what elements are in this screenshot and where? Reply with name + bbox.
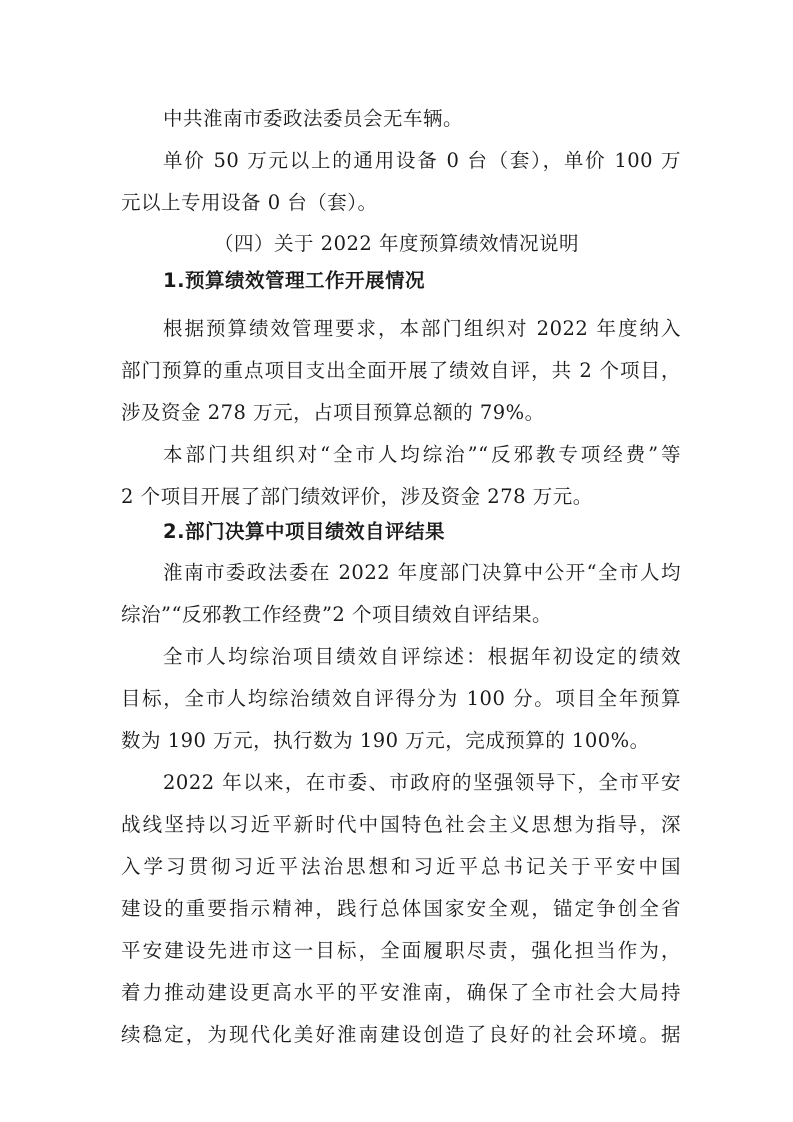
- section-heading: （四）关于 2022 年度预算绩效情况说明: [213, 232, 580, 255]
- paragraph-line: 淮南市委政法委在 2022 年度部门决算中公开“全市人均: [163, 561, 681, 584]
- paragraph-line: 建设的重要指示精神，践行总体国家安全观，锚定争创全省: [121, 897, 681, 920]
- paragraph-line: 数为 190 万元，执行数为 190 万元，完成预算的 100%。: [121, 729, 650, 752]
- paragraph-line: 着力推动建设更高水平的平安淮南，确保了全市社会大局持: [121, 981, 681, 1004]
- paragraph-line: 中共淮南市委政法委员会无车辆。: [163, 107, 464, 130]
- paragraph-line: 2022 年以来，在市委、市政府的坚强领导下，全市平安: [163, 771, 681, 794]
- paragraph-line: 2 个项目开展了部门绩效评价，涉及资金 278 万元。: [121, 485, 593, 508]
- paragraph-line: 入学习贯彻习近平法治思想和习近平总书记关于平安中国: [121, 855, 681, 878]
- subheading-1: 1.预算绩效管理工作开展情况: [163, 269, 425, 292]
- paragraph-line: 单价 50 万元以上的通用设备 0 台（套），单价 100 万: [163, 149, 681, 172]
- subheading-2: 2.部门决算中项目绩效自评结果: [163, 520, 445, 543]
- paragraph-line: 元以上专用设备 0 台（套）。: [121, 191, 378, 214]
- paragraph-line: 本部门共组织对“全市人均综治”“反邪教专项经费”等: [163, 443, 681, 466]
- paragraph-line: 目标，全市人均综治绩效自评得分为 100 分。项目全年预算: [121, 687, 681, 710]
- paragraph-line: 部门预算的重点项目支出全面开展了绩效自评，共 2 个项目，: [121, 359, 681, 382]
- paragraph-line: 平安建设先进市这一目标，全面履职尽责，强化担当作为，: [121, 939, 681, 962]
- paragraph-line: 涉及资金 278 万元，占项目预算总额的 79%。: [121, 401, 545, 424]
- paragraph-line: 续稳定，为现代化美好淮南建设创造了良好的社会环境。据: [121, 1023, 681, 1046]
- paragraph-line: 战线坚持以习近平新时代中国特色社会主义思想为指导，深: [121, 813, 681, 836]
- paragraph-line: 全市人均综治项目绩效自评综述：根据年初设定的绩效: [163, 645, 681, 668]
- paragraph-line: 根据预算绩效管理要求，本部门组织对 2022 年度纳入: [163, 317, 681, 340]
- paragraph-line: 综治”“反邪教工作经费”2 个项目绩效自评结果。: [121, 603, 553, 626]
